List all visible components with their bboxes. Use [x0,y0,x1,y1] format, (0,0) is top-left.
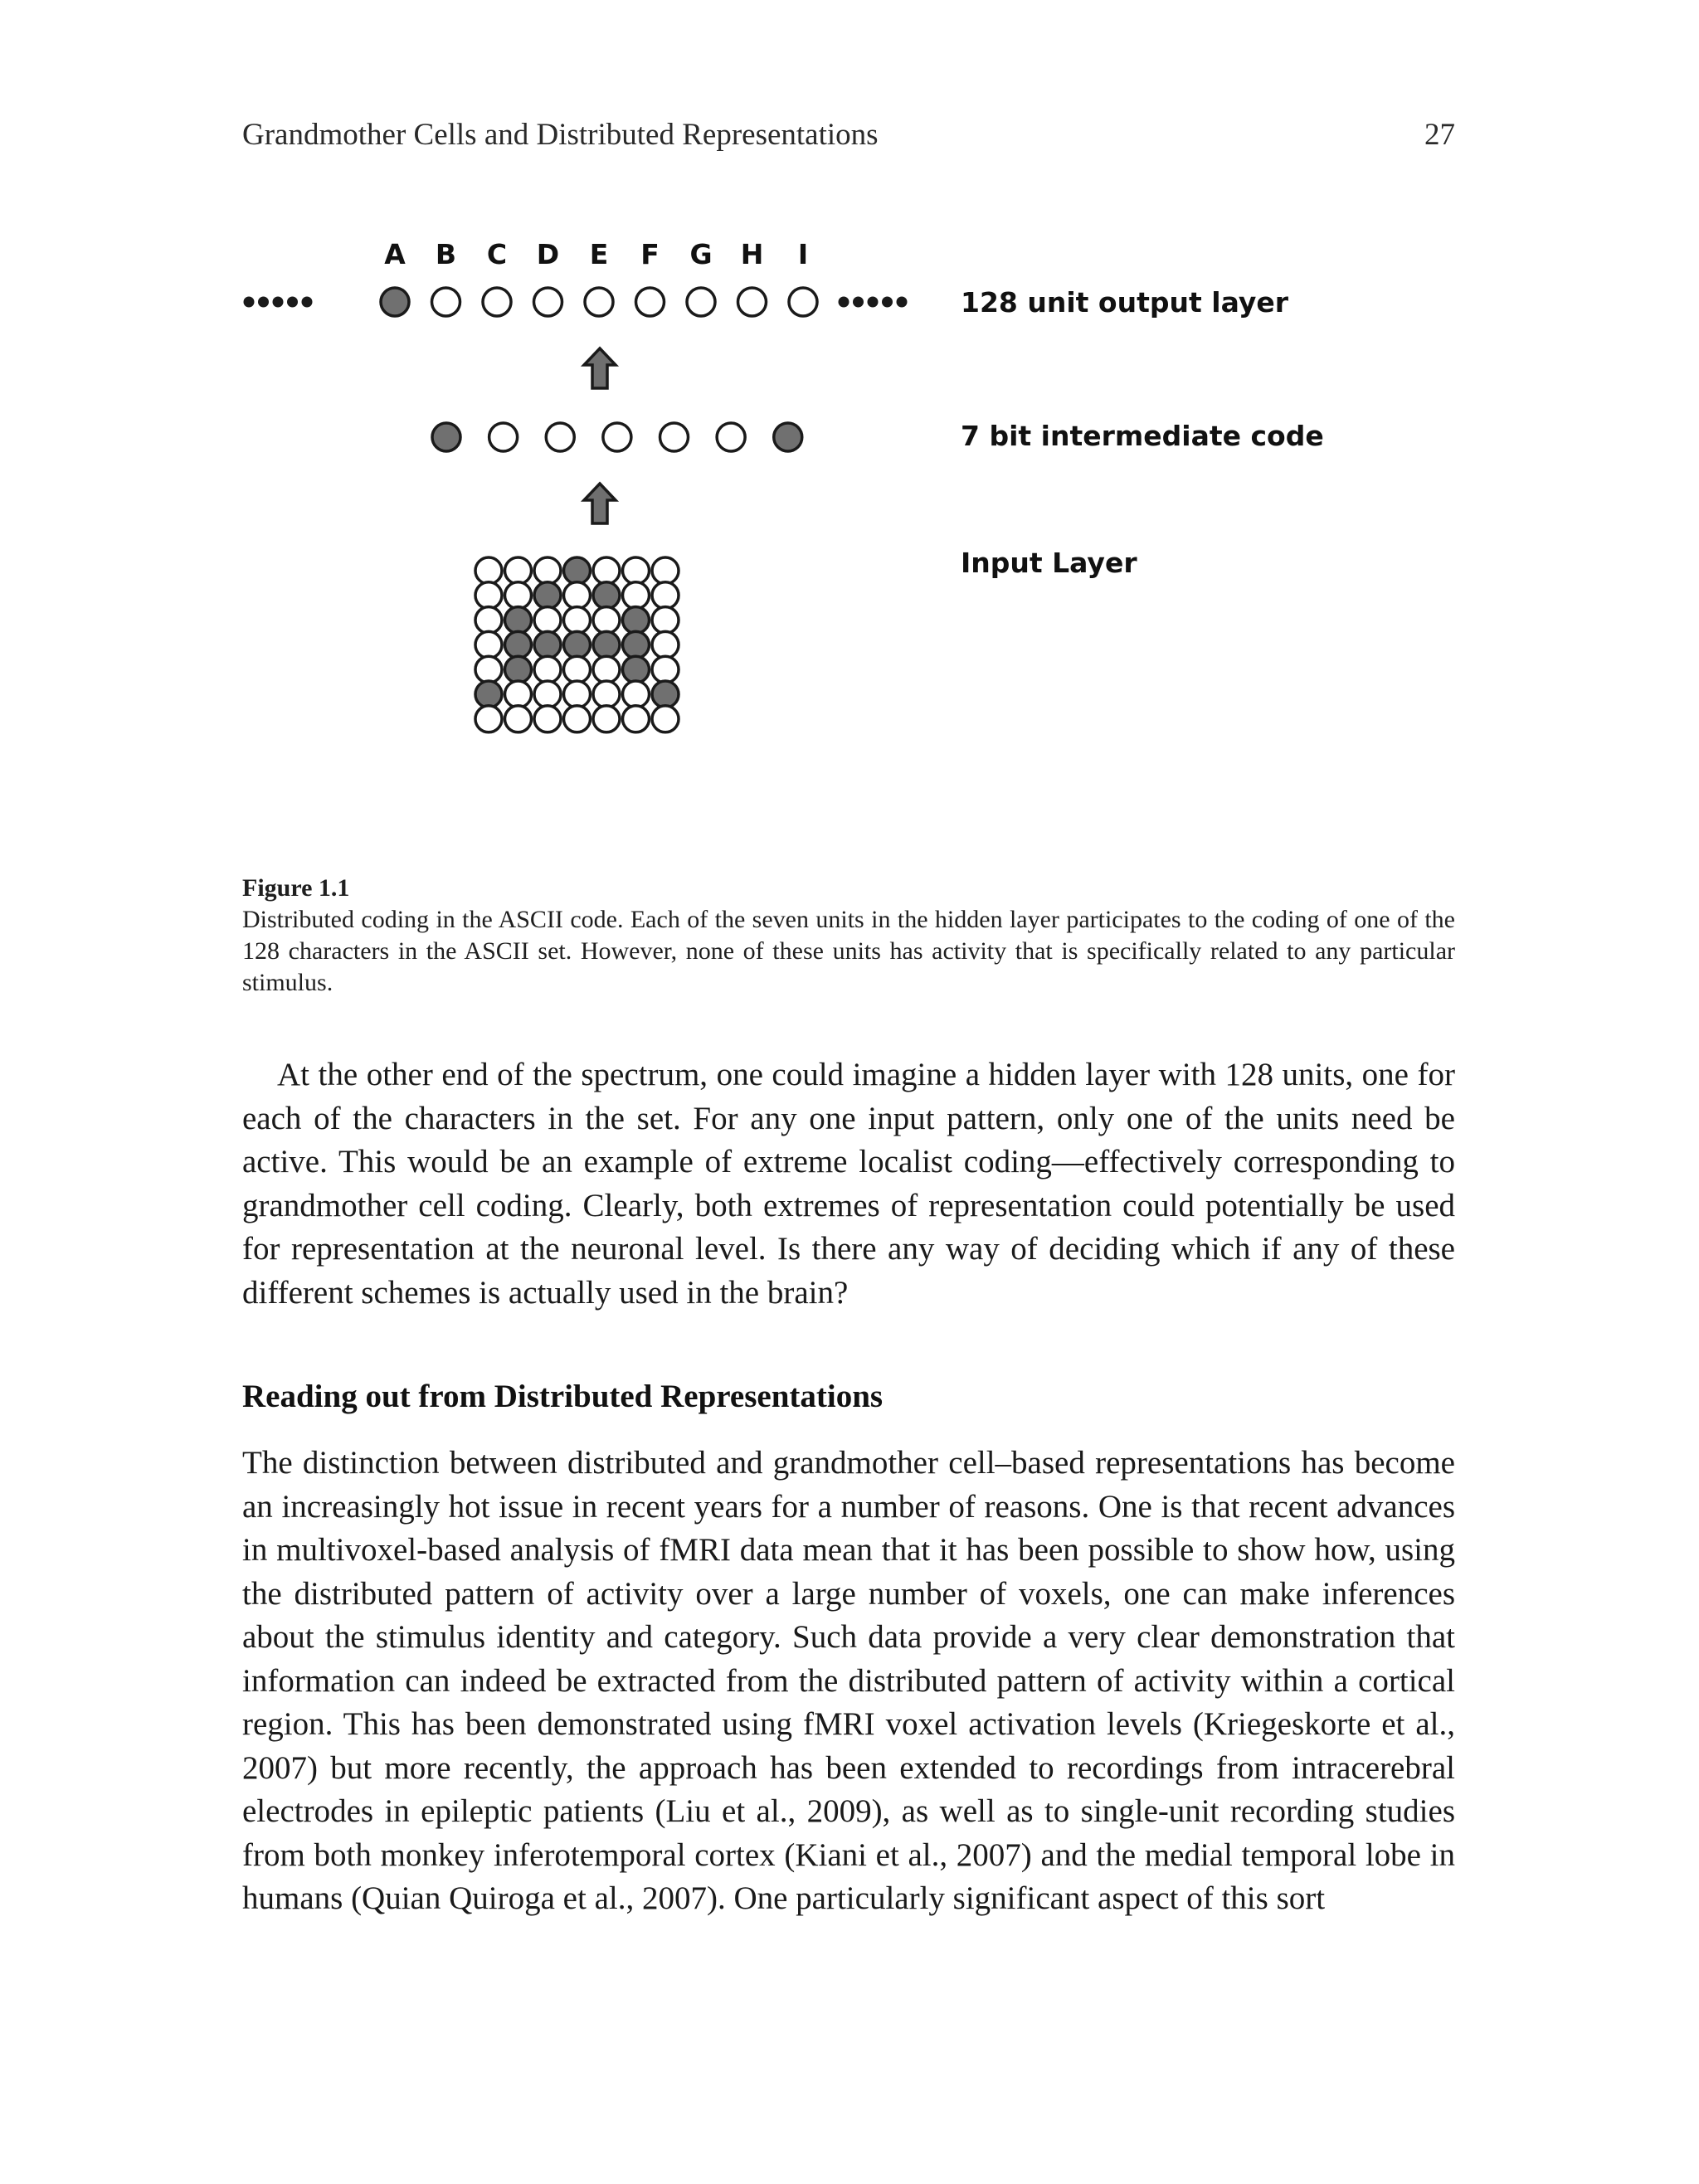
section-heading: Reading out from Distributed Representations [242,1379,884,1414]
input-unit [593,706,620,732]
figure-caption-label: Figure 1.1 [242,874,350,902]
output-letter-label: I [797,238,809,270]
input-unit [475,631,502,658]
output-unit [687,288,715,316]
input-unit [534,681,561,708]
running-head-title: Grandmother Cells and Distributed Representations [242,118,879,152]
input-unit [623,656,650,683]
input-unit [534,582,561,609]
intermediate-unit [432,423,460,451]
input-unit [534,706,561,732]
input-layer-label: Input Layer [961,547,1137,579]
ellipsis-dot [868,297,879,308]
intermediate-code-label: 7 bit intermediate code [961,420,1324,452]
input-unit [593,631,620,658]
up-arrow-icon [584,348,616,388]
input-unit [623,706,650,732]
input-unit [652,706,679,732]
ellipsis-dot [839,297,850,308]
input-unit [652,656,679,683]
input-unit [623,631,650,658]
input-unit [593,681,620,708]
intermediate-unit [717,423,745,451]
output-layer-units [381,288,817,316]
output-unit [483,288,511,316]
input-unit [564,557,591,584]
input-unit [593,557,620,584]
input-unit [475,607,502,634]
input-unit [505,582,532,609]
input-unit [652,607,679,634]
output-letter-label: C [486,238,508,270]
output-unit [534,288,562,316]
input-unit [475,557,502,584]
output-letter-label: B [435,238,457,270]
output-unit [585,288,613,316]
ellipsis-dot [882,297,893,308]
ellipsis-dot [273,297,284,308]
input-unit [475,681,502,708]
input-unit [564,706,591,732]
input-unit [505,656,532,683]
up-arrow-icon [584,484,616,523]
output-letter-label: A [384,238,406,270]
output-layer-label: 128 unit output layer [961,286,1288,319]
input-unit [593,582,620,609]
figure-caption-text: Distributed coding in the ASCII code. Each of the seven units in the hidden layer participates to the coding of one of the 128 characters in the ASCII set. However, none of these units has activity that is specifically related to any particular stimulus. [242,906,1455,996]
input-unit [564,631,591,658]
figure-caption [242,873,1455,999]
input-unit [623,582,650,609]
ellipsis-dot [287,297,298,308]
intermediate-unit [546,423,574,451]
intermediate-unit [489,423,518,451]
ellipsis-dot [258,297,269,308]
input-unit [593,656,620,683]
output-letter-label: F [640,238,660,270]
output-letter-labels [384,238,808,270]
output-unit [636,288,665,316]
output-unit [738,288,767,316]
input-unit [564,607,591,634]
input-unit [475,656,502,683]
figure-ascii-network [242,224,1455,854]
input-unit [564,582,591,609]
input-layer-grid [475,557,679,732]
body-paragraph: At the other end of the spectrum, one could imagine a hidden layer with 128 units, one for each of the characters in the set. For any one input pattern, only one of the units need be active. This would be an example of extreme localist coding—effectively corresponding to grandmother cell coding. Clearly, both extremes of representation could potentially be used for representation at the neuronal level. Is there any way of deciding which if any of these different schemes is actually used in the brain? [242,1057,1455,1311]
intermediate-unit [603,423,631,451]
output-letter-label: D [536,238,560,270]
input-unit [534,631,561,658]
ellipsis-dot [302,297,313,308]
input-unit [505,607,532,634]
input-unit [534,557,561,584]
ellipsis-dot [897,297,908,308]
output-unit [432,288,460,316]
input-unit [475,706,502,732]
ellipsis-dot [853,297,864,308]
input-unit [475,582,502,609]
input-unit [623,681,650,708]
body-paragraph: The distinction between distributed and grandmother cell–based representations has become an increasingly hot issue in recent years for a number of reasons. One is that recent advances in multivoxel-based analysis of fMRI data mean that it has been possible to show how, using the distributed pattern of activity over a large number of voxels, one can make inferences about the stimulus identity and category. Such data provide a very clear demonstration that information can indeed be extracted from the distributed pattern of activity within a cortical region. This has been demonstrated using fMRI voxel activation levels (Kriegeskorte et al., 2007) but more recently, the approach has been extended to recordings from intracerebral electrodes in epileptic patients (Liu et al., 2009), as well as to single-unit recording studies from both monkey inferotemporal cortex (Kiani et al., 2007) and the medial temporal lobe in humans (Quian Quiroga et al., 2007). One particularly significant aspect of this sort [242,1445,1455,1916]
intermediate-layer-units [432,423,802,451]
input-unit [564,681,591,708]
input-unit [593,607,620,634]
input-unit [505,631,532,658]
input-unit [505,706,532,732]
input-unit [505,681,532,708]
input-unit [564,656,591,683]
page-number: 27 [1424,118,1455,152]
input-unit [652,582,679,609]
output-letter-label: G [689,238,713,270]
input-unit [534,607,561,634]
intermediate-unit [660,423,689,451]
input-unit [534,656,561,683]
input-unit [652,557,679,584]
input-unit [505,557,532,584]
input-unit [652,631,679,658]
input-unit [652,681,679,708]
output-letter-label: H [740,238,764,270]
input-unit [623,607,650,634]
intermediate-unit [774,423,802,451]
figure-diagram [0,0,1699,863]
output-unit [381,288,409,316]
input-unit [623,557,650,584]
output-letter-label: E [589,238,609,270]
ellipsis-dot [244,297,255,308]
output-unit [789,288,817,316]
